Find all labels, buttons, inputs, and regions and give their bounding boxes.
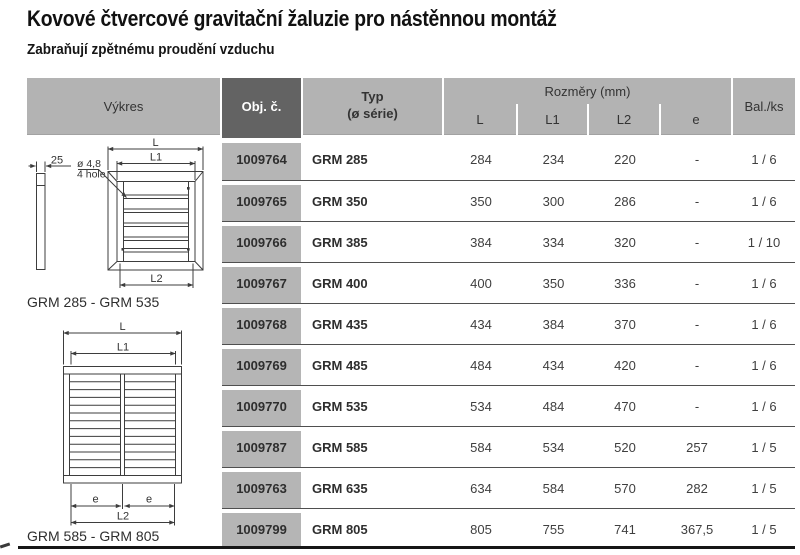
type-name: GRM 400 <box>312 275 368 291</box>
header-l: L <box>444 104 516 135</box>
dim-l2: 570 <box>614 480 636 496</box>
header-l1: L1 <box>518 104 587 135</box>
dim-l2: 420 <box>614 357 636 373</box>
dim-l2: 320 <box>614 234 636 250</box>
dim-l: 434 <box>470 316 492 332</box>
dim-e: - <box>694 275 700 291</box>
table-row <box>222 221 795 262</box>
obj-number: 1009770 <box>222 386 301 426</box>
l-dim-label: L <box>119 321 126 333</box>
thickness-dim-label: 25 <box>50 154 64 167</box>
louver-technical-drawing <box>27 138 220 550</box>
dim-l1: 350 <box>542 275 565 291</box>
pack-qty: 1 / 6 <box>751 275 777 291</box>
dim-l: 805 <box>470 521 492 537</box>
dim-l: 634 <box>470 480 492 496</box>
dim-l2: 220 <box>614 152 636 167</box>
dim-e: - <box>694 316 700 332</box>
dim-l2: 336 <box>614 275 636 291</box>
page-subtitle: Zabraňují zpětnému proudění vzduchu <box>27 41 275 58</box>
header-rozmery: Rozměry (mm) <box>444 78 731 104</box>
dim-l: 350 <box>470 193 492 209</box>
type-name: GRM 285 <box>312 152 368 167</box>
dim-e: - <box>694 357 700 373</box>
header-bal-ks: Bal./ks <box>733 78 795 135</box>
bottom-rule <box>18 546 795 549</box>
dim-e: 367,5 <box>680 521 714 537</box>
type-name: GRM 435 <box>312 316 368 332</box>
dim-e: 282 <box>686 480 708 496</box>
pack-qty: 1 / 5 <box>751 480 777 496</box>
double-louver-drawing <box>64 331 182 526</box>
dim-l: 584 <box>470 439 492 455</box>
dim-l: 284 <box>470 152 492 167</box>
header-e: e <box>661 104 731 135</box>
pack-qty: 1 / 5 <box>751 439 777 455</box>
pack-qty: 1 / 6 <box>751 398 777 414</box>
page-corner-mark <box>0 543 10 549</box>
obj-number: 1009763 <box>222 468 301 508</box>
header-typ <box>303 78 442 135</box>
header-vykres: Výkres <box>27 78 220 135</box>
dim-e: - <box>694 152 700 167</box>
dim-l: 484 <box>470 357 492 373</box>
pack-qty: 1 / 6 <box>751 152 777 167</box>
table-row <box>222 344 795 385</box>
dim-l1: 534 <box>542 439 565 455</box>
dim-l2: 741 <box>614 521 636 537</box>
dim-l2: 470 <box>614 398 636 414</box>
dim-l1: 755 <box>542 521 565 537</box>
table-row <box>222 426 795 467</box>
table-row <box>222 139 795 180</box>
drawing-caption: GRM 585 - GRM 805 <box>27 528 160 544</box>
obj-number: 1009768 <box>222 304 301 344</box>
header-typ-line2: (ø série) <box>347 106 398 121</box>
dim-e: - <box>694 234 700 250</box>
type-name: GRM 535 <box>312 398 368 414</box>
table-row <box>222 467 795 508</box>
header-l2: L2 <box>589 104 659 135</box>
header-rozmery-subcolumns <box>444 104 731 135</box>
dim-l: 400 <box>470 275 492 291</box>
obj-number: 1009765 <box>222 181 301 221</box>
l2-dim-label: L2 <box>116 510 130 523</box>
dim-l1: 234 <box>542 152 565 167</box>
dim-l1: 334 <box>542 234 565 250</box>
type-name: GRM 635 <box>312 480 368 496</box>
table-header <box>27 78 795 135</box>
dim-l1: 434 <box>542 357 565 373</box>
table-row <box>222 508 795 549</box>
table-row <box>222 180 795 221</box>
obj-number: 1009769 <box>222 345 301 385</box>
dim-e: 257 <box>686 439 708 455</box>
obj-number: 1009764 <box>222 139 301 180</box>
dim-l1: 584 <box>542 480 565 496</box>
pack-qty: 1 / 6 <box>751 357 777 373</box>
drawing-caption: GRM 285 - GRM 535 <box>27 294 160 310</box>
page-title: Kovové čtvercové gravitační žaluzie pro nástěnnou montáž <box>27 6 557 31</box>
obj-number: 1009787 <box>222 427 301 467</box>
hole-diameter-label: ø 4,8 <box>77 158 101 170</box>
type-name: GRM 585 <box>312 439 368 455</box>
l1-dim-label: L1 <box>116 341 130 354</box>
hole-count-label: 4 hole <box>77 168 106 181</box>
pack-qty: 1 / 5 <box>751 521 777 537</box>
type-name: GRM 805 <box>312 521 368 537</box>
dim-e: - <box>694 398 700 414</box>
dim-l1: 384 <box>542 316 565 332</box>
dim-e: - <box>694 193 700 209</box>
dim-l2: 370 <box>614 316 636 332</box>
type-name: GRM 485 <box>312 357 368 373</box>
dim-l1: 300 <box>542 193 565 209</box>
l1-dim-label: L1 <box>149 151 163 164</box>
l-dim-label: L <box>152 138 159 149</box>
table-row <box>222 303 795 344</box>
obj-number: 1009767 <box>222 263 301 303</box>
obj-number: 1009799 <box>222 509 301 549</box>
pack-qty: 1 / 10 <box>747 234 781 250</box>
header-rozmery-group <box>444 78 731 135</box>
single-louver-drawing <box>29 147 204 289</box>
header-typ-line1: Typ <box>361 89 384 105</box>
drawings-column <box>27 138 220 550</box>
obj-number: 1009766 <box>222 222 301 262</box>
dim-l1: 484 <box>542 398 565 414</box>
pack-qty: 1 / 6 <box>751 316 777 332</box>
table-row <box>222 262 795 303</box>
table-row <box>222 385 795 426</box>
type-name: GRM 350 <box>312 193 368 209</box>
dim-l: 384 <box>470 234 492 250</box>
dim-l: 534 <box>470 398 492 414</box>
e-dim-label: e <box>145 493 153 506</box>
dim-l2: 520 <box>614 439 636 455</box>
type-name: GRM 385 <box>312 234 368 250</box>
table-body <box>222 139 795 549</box>
e-dim-label: e <box>92 493 99 506</box>
l2-dim-label: L2 <box>150 273 163 285</box>
pack-qty: 1 / 6 <box>751 193 777 209</box>
dim-l2: 286 <box>614 193 636 209</box>
header-obj-c: Obj. č. <box>222 78 301 135</box>
